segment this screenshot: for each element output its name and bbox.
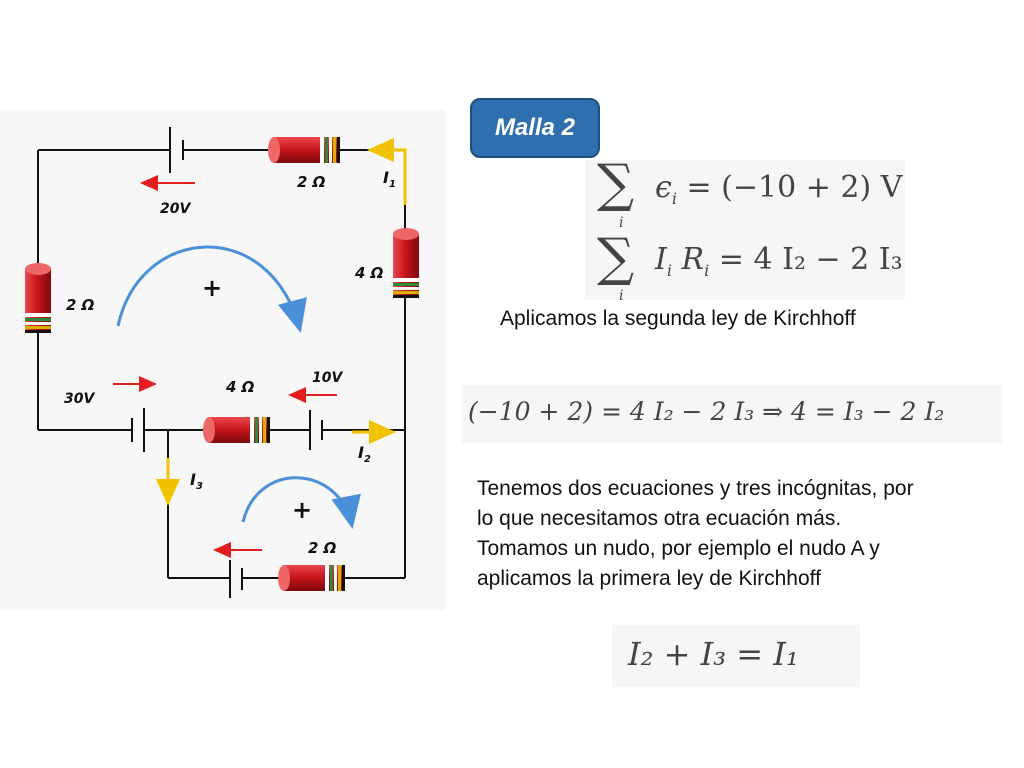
paragraph-line-3: Tomamos un nudo, por ejemplo el nudo A y	[477, 537, 880, 560]
resistor-right-4ohm	[393, 228, 419, 298]
resistor-bottom-2ohm	[278, 565, 345, 591]
equation-emf: $\epsilon_i = (-10 + 2)$ V	[655, 170, 903, 208]
label-10v: 10V	[312, 370, 343, 386]
label-20v: 20V	[160, 201, 191, 217]
text-aplicamos: Aplicamos la segunda ley de Kirchhoff	[500, 307, 856, 330]
paragraph-line-4: aplicamos la primera ley de Kirchhoff	[477, 567, 821, 590]
equation-combined: (−10 + 2) = 4 I₂ − 2 I₃ ⇒ 4 = I₃ − 2 I₂	[468, 397, 945, 426]
resistor-middle-4ohm	[203, 417, 270, 443]
paragraph-line-2: lo que necesitamos otra ecuación más.	[477, 507, 842, 530]
label-plus-bottom: +	[292, 496, 313, 524]
circuit-background	[0, 110, 445, 610]
label-i1: $I_1$	[383, 168, 396, 190]
resistor-top-2ohm	[268, 137, 340, 163]
equation-ir: $I_i$ $R_i = 4$ I₂ − 2 I₃	[655, 242, 903, 280]
equation-node: I₂ + I₃ = I₁	[628, 635, 799, 673]
label-r-left: 2 Ω	[66, 296, 95, 314]
label-i2: $I_2$	[358, 443, 371, 465]
sum-index-2: i	[619, 288, 624, 304]
sum-symbol-1: ∑	[597, 154, 635, 214]
resistor-left-2ohm	[25, 263, 51, 333]
circuit-diagram	[0, 0, 450, 620]
label-r-top: 2 Ω	[297, 173, 326, 191]
equation-box-combined	[462, 385, 1002, 443]
label-plus-top: +	[202, 274, 223, 302]
label-i3: $I_3$	[190, 470, 203, 492]
equation-box-sums	[585, 154, 905, 304]
equation-box-node	[612, 625, 860, 687]
sum-index-1: i	[619, 215, 624, 231]
paragraph-line-1: Tenemos dos ecuaciones y tres incógnitas, por	[477, 477, 914, 500]
sum-symbol-2: ∑	[597, 228, 635, 288]
label-30v: 30V	[64, 391, 95, 407]
label-r-bottom: 2 Ω	[308, 539, 337, 557]
label-r-right: 4 Ω	[355, 264, 384, 282]
malla-2-badge: Malla 2	[470, 98, 600, 158]
label-r-mid: 4 Ω	[226, 378, 255, 396]
